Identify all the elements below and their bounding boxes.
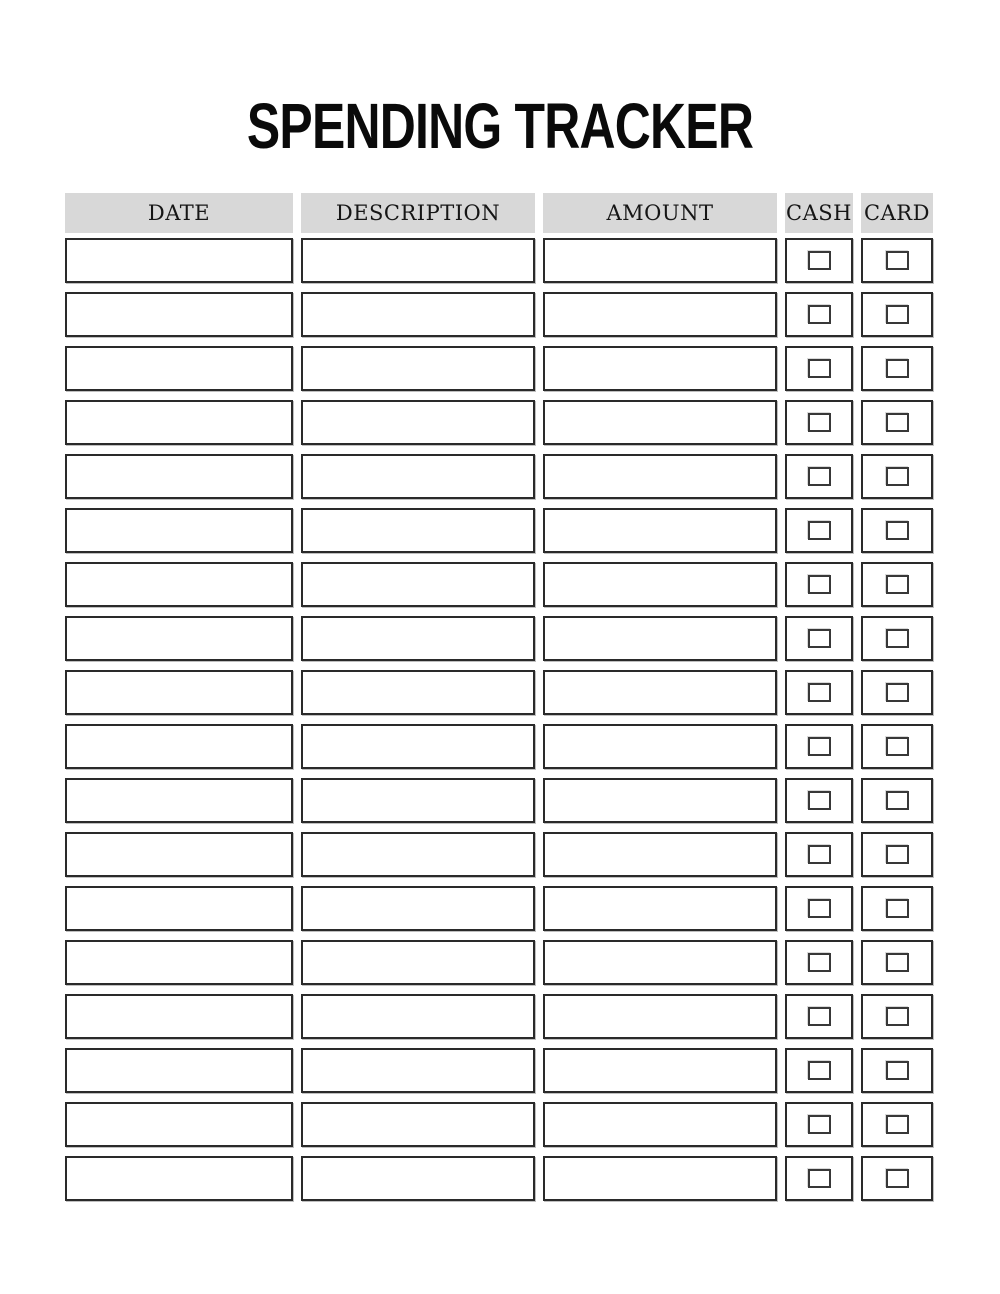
amount-input[interactable] — [543, 292, 777, 337]
cash-cell — [785, 454, 853, 499]
spending-table — [65, 193, 933, 1210]
card-cell — [861, 454, 933, 499]
description-input[interactable] — [301, 238, 535, 283]
cash-cell — [785, 400, 853, 445]
date-input[interactable] — [65, 1102, 293, 1147]
amount-input[interactable] — [543, 508, 777, 553]
cash-cell — [785, 940, 853, 985]
card-checkbox[interactable] — [886, 791, 909, 810]
card-checkbox[interactable] — [886, 845, 909, 864]
card-checkbox[interactable] — [886, 467, 909, 486]
description-input[interactable] — [301, 616, 535, 661]
table-row — [65, 238, 933, 283]
table-row — [65, 724, 933, 769]
cash-cell — [785, 994, 853, 1039]
cash-cell — [785, 346, 853, 391]
date-input[interactable] — [65, 724, 293, 769]
card-checkbox[interactable] — [886, 1061, 909, 1080]
column-header-card: CARD — [861, 193, 933, 233]
amount-input[interactable] — [543, 994, 777, 1039]
cash-cell — [785, 616, 853, 661]
card-checkbox[interactable] — [886, 899, 909, 918]
amount-input[interactable] — [543, 562, 777, 607]
cash-checkbox[interactable] — [808, 575, 831, 594]
card-cell — [861, 1102, 933, 1147]
card-checkbox[interactable] — [886, 1115, 909, 1134]
description-input[interactable] — [301, 1048, 535, 1093]
cash-checkbox[interactable] — [808, 683, 831, 702]
amount-input[interactable] — [543, 616, 777, 661]
date-input[interactable] — [65, 616, 293, 661]
card-cell — [861, 778, 933, 823]
table-row — [65, 1048, 933, 1093]
amount-input[interactable] — [543, 886, 777, 931]
card-checkbox[interactable] — [886, 683, 909, 702]
card-checkbox[interactable] — [886, 305, 909, 324]
amount-input[interactable] — [543, 238, 777, 283]
card-cell — [861, 292, 933, 337]
card-checkbox[interactable] — [886, 1007, 909, 1026]
card-checkbox[interactable] — [886, 737, 909, 756]
description-input[interactable] — [301, 724, 535, 769]
cash-checkbox[interactable] — [808, 467, 831, 486]
column-header-description: DESCRIPTION — [301, 193, 535, 233]
date-input[interactable] — [65, 400, 293, 445]
cash-checkbox[interactable] — [808, 521, 831, 540]
table-row — [65, 994, 933, 1039]
description-input[interactable] — [301, 292, 535, 337]
cash-checkbox[interactable] — [808, 1115, 831, 1134]
table-row — [65, 832, 933, 877]
card-checkbox[interactable] — [886, 575, 909, 594]
card-cell — [861, 994, 933, 1039]
card-checkbox[interactable] — [886, 629, 909, 648]
column-header-date: DATE — [65, 193, 293, 233]
date-input[interactable] — [65, 508, 293, 553]
table-row — [65, 616, 933, 661]
card-cell — [861, 940, 933, 985]
amount-input[interactable] — [543, 832, 777, 877]
table-row — [65, 508, 933, 553]
cash-checkbox[interactable] — [808, 1169, 831, 1188]
description-input[interactable] — [301, 940, 535, 985]
card-cell — [861, 508, 933, 553]
cash-cell — [785, 724, 853, 769]
page-title: SPENDING TRACKER — [246, 90, 754, 162]
table-row — [65, 292, 933, 337]
description-input[interactable] — [301, 778, 535, 823]
amount-input[interactable] — [543, 1048, 777, 1093]
card-checkbox[interactable] — [886, 251, 909, 270]
amount-input[interactable] — [543, 778, 777, 823]
table-row — [65, 1156, 933, 1201]
card-cell — [861, 886, 933, 931]
cash-cell — [785, 670, 853, 715]
cash-checkbox[interactable] — [808, 737, 831, 756]
date-input[interactable] — [65, 1156, 293, 1201]
table-row — [65, 1102, 933, 1147]
cash-cell — [785, 562, 853, 607]
card-cell — [861, 724, 933, 769]
card-checkbox[interactable] — [886, 1169, 909, 1188]
cash-checkbox[interactable] — [808, 305, 831, 324]
amount-input[interactable] — [543, 724, 777, 769]
cash-checkbox[interactable] — [808, 953, 831, 972]
amount-input[interactable] — [543, 940, 777, 985]
cash-cell — [785, 886, 853, 931]
cash-checkbox[interactable] — [808, 359, 831, 378]
description-input[interactable] — [301, 400, 535, 445]
table-row — [65, 940, 933, 985]
cash-checkbox[interactable] — [808, 251, 831, 270]
date-input[interactable] — [65, 238, 293, 283]
cash-checkbox[interactable] — [808, 1007, 831, 1026]
date-input[interactable] — [65, 454, 293, 499]
date-input[interactable] — [65, 994, 293, 1039]
table-rows — [65, 238, 933, 1201]
date-input[interactable] — [65, 562, 293, 607]
card-cell — [861, 1156, 933, 1201]
date-input[interactable] — [65, 886, 293, 931]
description-input[interactable] — [301, 454, 535, 499]
cash-cell — [785, 778, 853, 823]
card-checkbox[interactable] — [886, 521, 909, 540]
description-input[interactable] — [301, 1102, 535, 1147]
cash-cell — [785, 1156, 853, 1201]
description-input[interactable] — [301, 1156, 535, 1201]
date-input[interactable] — [65, 940, 293, 985]
table-row — [65, 778, 933, 823]
description-input[interactable] — [301, 994, 535, 1039]
amount-input[interactable] — [543, 346, 777, 391]
date-input[interactable] — [65, 346, 293, 391]
date-input[interactable] — [65, 778, 293, 823]
date-input[interactable] — [65, 292, 293, 337]
card-cell — [861, 1048, 933, 1093]
table-row — [65, 670, 933, 715]
card-checkbox[interactable] — [886, 359, 909, 378]
card-cell — [861, 346, 933, 391]
description-input[interactable] — [301, 508, 535, 553]
table-row — [65, 400, 933, 445]
card-checkbox[interactable] — [886, 413, 909, 432]
date-input[interactable] — [65, 1048, 293, 1093]
description-input[interactable] — [301, 562, 535, 607]
amount-input[interactable] — [543, 670, 777, 715]
description-input[interactable] — [301, 670, 535, 715]
card-cell — [861, 238, 933, 283]
cash-checkbox[interactable] — [808, 413, 831, 432]
card-cell — [861, 670, 933, 715]
cash-cell — [785, 292, 853, 337]
description-input[interactable] — [301, 886, 535, 931]
table-header-row — [65, 193, 933, 233]
cash-checkbox[interactable] — [808, 629, 831, 648]
table-row — [65, 886, 933, 931]
cash-checkbox[interactable] — [808, 791, 831, 810]
card-checkbox[interactable] — [886, 953, 909, 972]
cash-cell — [785, 832, 853, 877]
card-cell — [861, 562, 933, 607]
card-cell — [861, 616, 933, 661]
cash-checkbox[interactable] — [808, 845, 831, 864]
table-row — [65, 454, 933, 499]
table-row — [65, 562, 933, 607]
table-row — [65, 346, 933, 391]
amount-input[interactable] — [543, 1102, 777, 1147]
cash-cell — [785, 238, 853, 283]
amount-input[interactable] — [543, 400, 777, 445]
column-header-amount: AMOUNT — [543, 193, 777, 233]
cash-cell — [785, 1048, 853, 1093]
date-input[interactable] — [65, 832, 293, 877]
amount-input[interactable] — [543, 1156, 777, 1201]
cash-checkbox[interactable] — [808, 1061, 831, 1080]
cash-cell — [785, 508, 853, 553]
description-input[interactable] — [301, 346, 535, 391]
cash-checkbox[interactable] — [808, 899, 831, 918]
card-cell — [861, 400, 933, 445]
date-input[interactable] — [65, 670, 293, 715]
amount-input[interactable] — [543, 454, 777, 499]
card-cell — [861, 832, 933, 877]
column-header-cash: CASH — [785, 193, 853, 233]
description-input[interactable] — [301, 832, 535, 877]
cash-cell — [785, 1102, 853, 1147]
